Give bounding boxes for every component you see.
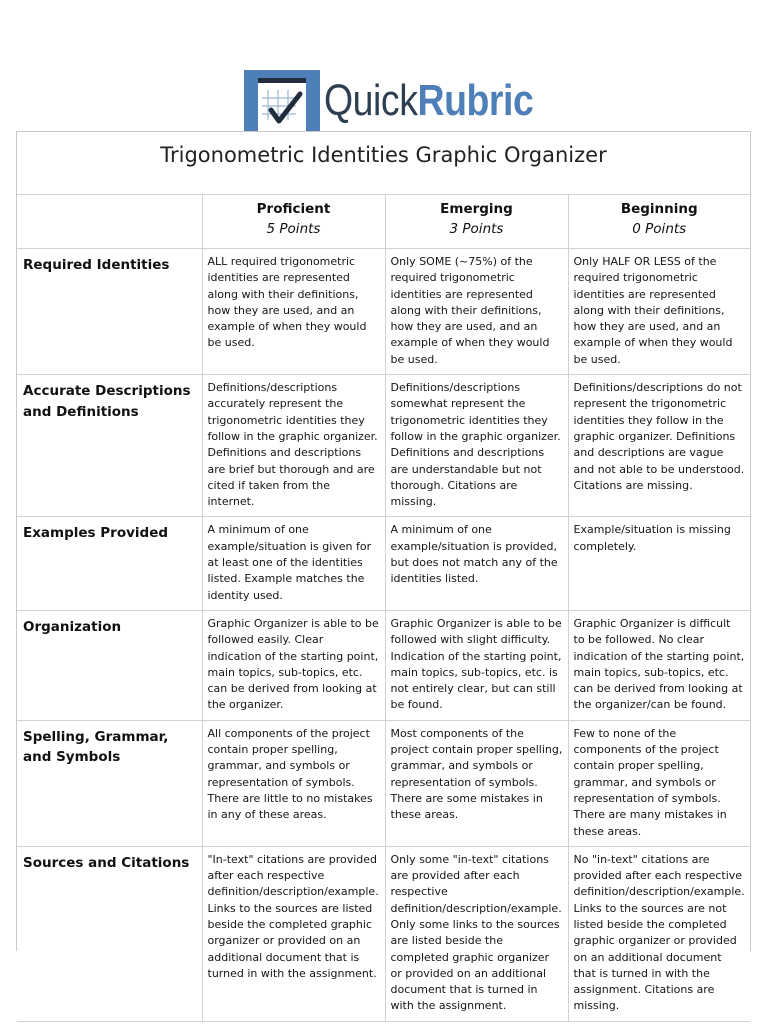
criterion-row-spelling-grammar	[17, 720, 750, 846]
rubric-checklist-icon	[244, 70, 320, 132]
criterion-label: Spelling, Grammar, and Symbols	[23, 728, 169, 766]
rubric-cell: Definitions/descriptions somewhat represent the trigonometric identities they follow in the graphic organizer. Definitions and descriptions are understandable but not thorough. Citations are missing.	[385, 375, 568, 517]
rubric-cell: Only some "in-text" citations are provided after each respective definition/description/example. Only some links to the sources are listed beside the completed graphic organizer or provided on an additional document that is turned in with the assignment.	[385, 846, 568, 1021]
rubric-title: Trigonometric Identities Graphic Organizer	[160, 143, 607, 167]
level-header-proficient	[202, 195, 385, 249]
rubric-cell: "In-text" citations are provided after each respective definition/description/example. Links to the sources are listed beside the completed graphic organizer or provided on an additional document that is turned in with the assignment.	[202, 846, 385, 1021]
criterion-row-organization	[17, 610, 750, 720]
criterion-label: Examples Provided	[23, 525, 169, 542]
rubric-cell: Graphic Organizer is able to be followed easily. Clear indication of the starting point, main topics, sub-topics, etc. can be derived from looking at the organizer.	[202, 610, 385, 720]
rubric-cell: No "in-text" citations are provided after each respective definition/description/example. Links to the sources are not listed beside the completed graphic organizer or provided on an additional document that is turned in with the assignment. Citations are missing.	[568, 846, 750, 1021]
header-blank-cell	[17, 195, 202, 249]
rubric-cell: All components of the project contain proper spelling, grammar, and symbols or representation of symbols. There are little to no mistakes in any of these areas.	[202, 720, 385, 846]
rubric-cell: Definitions/descriptions accurately represent the trigonometric identities they follow in the graphic organizer. Definitions and descriptions are brief but thorough and are cited if taken from the internet.	[202, 375, 385, 517]
logo-word-quick: Quick	[324, 76, 418, 125]
level-name: Emerging	[440, 201, 513, 217]
level-points: 0 Points	[632, 221, 687, 237]
level-name: Proficient	[256, 201, 331, 217]
logo-word-rubric: Rubric	[417, 76, 534, 125]
criterion-label: Accurate Descriptions and Definitions	[23, 383, 191, 420]
rubric-cell: Few to none of the components of the project contain proper spelling, grammar, and symbols or representation of symbols. There are many mistakes in these areas.	[568, 720, 750, 846]
level-points: 5 Points	[266, 221, 321, 237]
rubric-frame	[16, 131, 751, 1013]
rubric-cell: Example/situation is missing completely.	[568, 517, 750, 610]
quick-rubric-logo	[244, 70, 570, 132]
criterion-label: Organization	[23, 618, 122, 635]
criterion-row-required-identities	[17, 249, 750, 375]
rubric-header-row	[17, 195, 750, 249]
criterion-row-examples-provided	[17, 517, 750, 610]
rubric-cell: Most components of the project contain proper spelling, grammar, and symbols or representation of symbols. There are some mistakes in these areas.	[385, 720, 568, 846]
criterion-row-accurate-descriptions	[17, 375, 750, 517]
level-name: Beginning	[620, 201, 698, 217]
rubric-cell: Definitions/descriptions do not represent the trigonometric identities they follow in the graphic organizer. Definitions and descriptions are vague and not able to be understood. Citations are missing.	[568, 375, 750, 517]
rubric-cell: Only HALF OR LESS of the required trigonometric identities are represented along with their definitions, how they are used, and an example of when they would be used.	[568, 249, 750, 375]
level-header-emerging	[385, 195, 568, 249]
rubric-cell: Graphic Organizer is able to be followed with slight difficulty. Indication of the starting point, main topics, sub-topics, etc. is not entirely clear, but can still be found.	[385, 610, 568, 720]
level-points: 3 Points	[449, 221, 504, 237]
criterion-row-sources-citations	[17, 846, 750, 1021]
criterion-label: Required Identities	[23, 257, 170, 273]
rubric-cell: Graphic Organizer is difficult to be followed. No clear indication of the starting point, main topics, sub-topics, etc. can be derived from looking at the organizer/can be found.	[568, 610, 750, 720]
rubric-cell: Only SOME (~75%) of the required trigonometric identities are represented along with their definitions, how they are used, and an example of when they would be used.	[385, 249, 568, 375]
logo-wordmark	[324, 76, 533, 126]
rubric-cell: ALL required trigonometric identities are represented along with their definitions, how they are used, and an example of when they would be used.	[202, 249, 385, 375]
rubric-cell: A minimum of one example/situation is given for at least one of the identities listed. Example matches the identity used.	[202, 517, 385, 610]
rubric-table	[17, 194, 750, 1022]
level-header-beginning	[568, 195, 750, 249]
rubric-cell: A minimum of one example/situation is provided, but does not match any of the identities listed.	[385, 517, 568, 610]
criterion-label: Sources and Citations	[23, 854, 190, 871]
